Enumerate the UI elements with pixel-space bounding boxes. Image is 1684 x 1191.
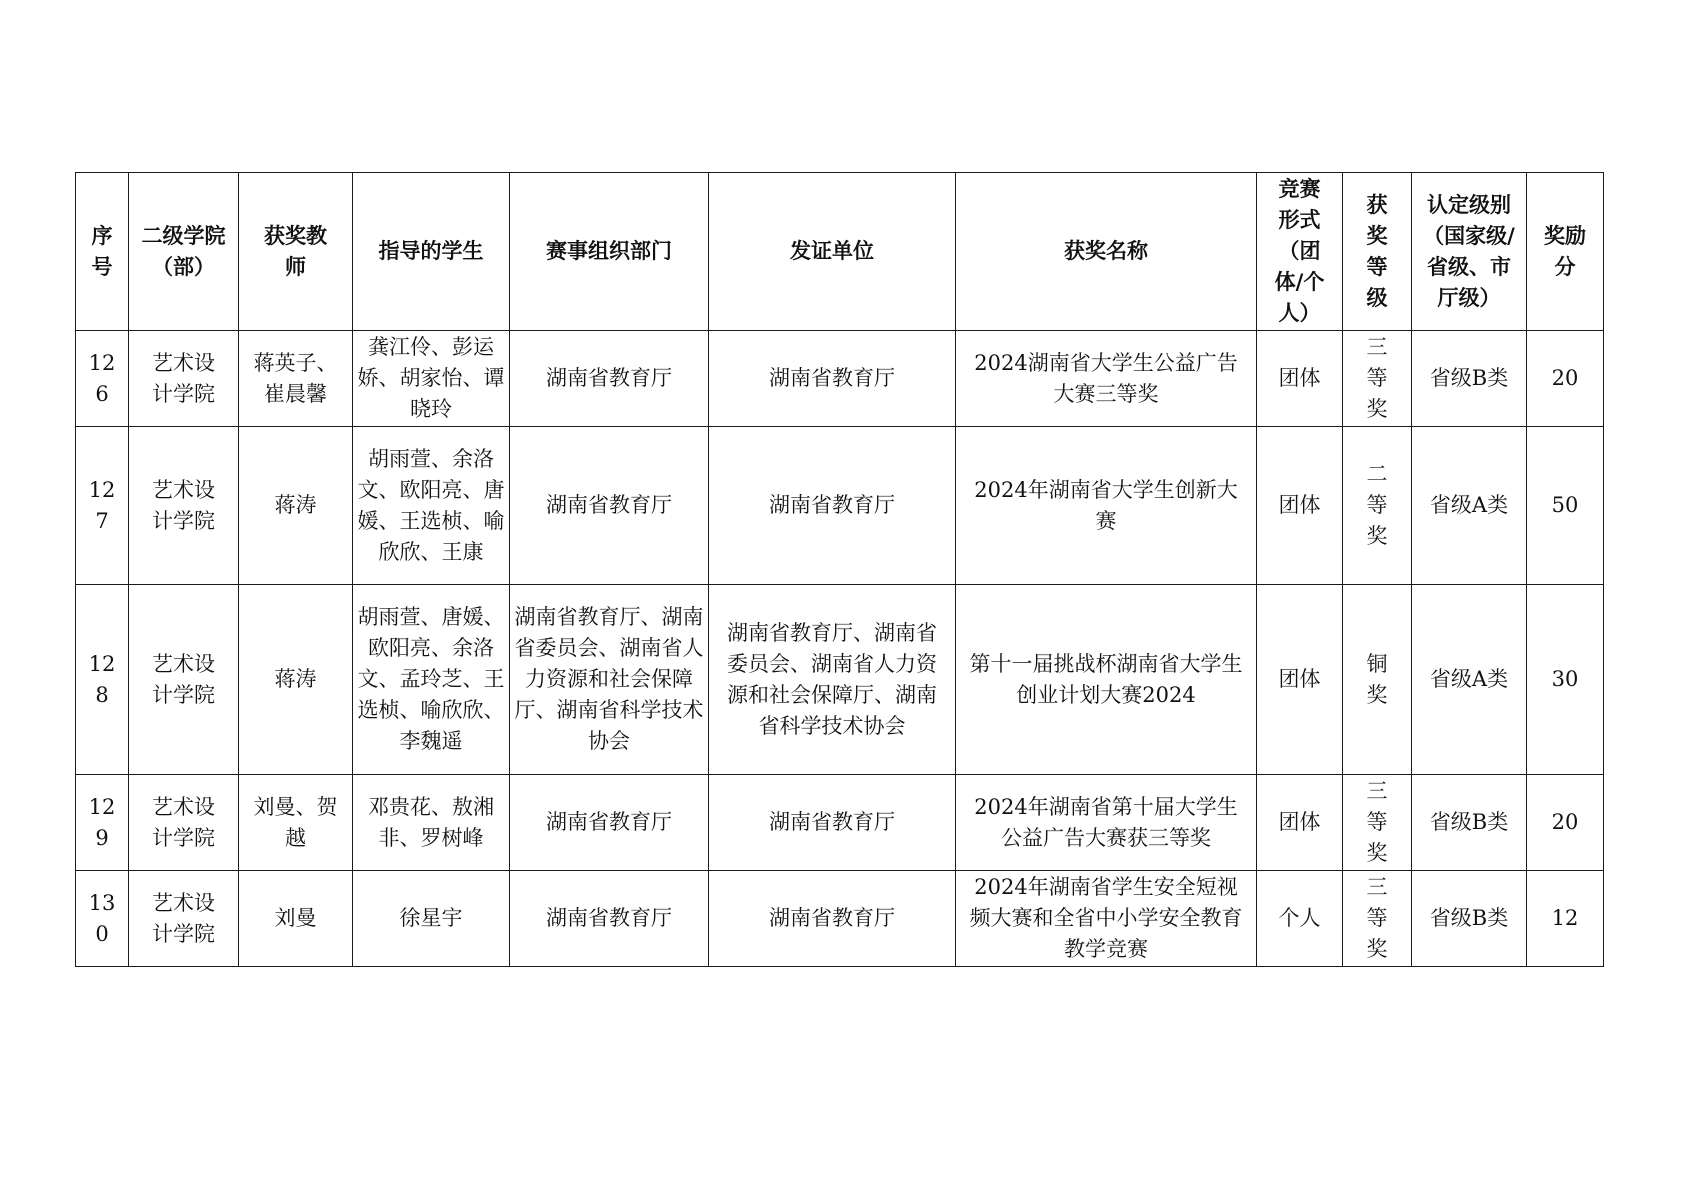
row-issuer: 湖南省教育厅 xyxy=(769,366,895,390)
header-teacher xyxy=(239,173,353,331)
header-form xyxy=(1257,173,1343,331)
row-college: 艺术设计学院 xyxy=(152,477,215,533)
header-no-label: 序号 xyxy=(91,223,113,279)
header-level xyxy=(1412,173,1527,331)
cell-teacher xyxy=(239,775,353,871)
header-no xyxy=(76,173,129,331)
cell-grade xyxy=(1343,331,1412,427)
cell-organizer xyxy=(510,427,709,585)
cell-points xyxy=(1527,427,1604,585)
row-organizer: 湖南省教育厅 xyxy=(546,366,672,390)
row-college: 艺术设计学院 xyxy=(152,651,215,707)
header-issuer xyxy=(709,173,956,331)
row-students: 徐星宇 xyxy=(399,906,463,930)
row-form: 团体 xyxy=(1278,493,1321,517)
header-grade-label: 获奖等级 xyxy=(1366,192,1388,310)
row-form: 团体 xyxy=(1278,667,1321,691)
row-teacher: 蒋涛 xyxy=(274,667,317,691)
header-organizer-label: 赛事组织部门 xyxy=(546,239,672,263)
header-award-name xyxy=(956,173,1257,331)
row-level: 省级B类 xyxy=(1429,810,1509,834)
cell-form xyxy=(1257,775,1343,871)
row-form: 团体 xyxy=(1278,810,1321,834)
cell-level xyxy=(1412,775,1527,871)
row-no: 130 xyxy=(88,890,116,946)
cell-no xyxy=(76,331,129,427)
cell-organizer xyxy=(510,775,709,871)
cell-form xyxy=(1257,427,1343,585)
cell-students xyxy=(353,331,510,427)
cell-college xyxy=(129,427,239,585)
row-level: 省级A类 xyxy=(1429,667,1509,691)
cell-award-name xyxy=(956,871,1257,967)
row-grade: 二等奖 xyxy=(1366,462,1388,548)
row-award-name: 第十一届挑战杯湖南省大学生创业计划大赛2024 xyxy=(969,651,1243,707)
row-teacher: 刘曼 xyxy=(274,906,317,930)
row-award-name: 2024年湖南省第十届大学生公益广告大赛获三等奖 xyxy=(974,794,1238,850)
row-organizer: 湖南省教育厅 xyxy=(546,906,672,930)
row-issuer: 湖南省教育厅 xyxy=(769,493,895,517)
cell-college xyxy=(129,775,239,871)
row-issuer: 湖南省教育厅 xyxy=(769,906,895,930)
cell-grade xyxy=(1343,775,1412,871)
row-points: 20 xyxy=(1551,810,1579,834)
table-row xyxy=(76,427,1604,585)
cell-issuer xyxy=(709,775,956,871)
cell-issuer xyxy=(709,871,956,967)
row-students: 胡雨萱、余洛文、欧阳亮、唐媛、王选桢、喻欣欣、王康 xyxy=(357,446,505,564)
header-students xyxy=(353,173,510,331)
cell-organizer xyxy=(510,331,709,427)
table-header-row xyxy=(76,173,1604,331)
row-students: 胡雨萱、唐媛、欧阳亮、余洛文、孟玲芝、王选桢、喻欣欣、李魏遥 xyxy=(357,605,505,753)
cell-form xyxy=(1257,585,1343,775)
cell-teacher xyxy=(239,871,353,967)
cell-teacher xyxy=(239,585,353,775)
cell-award-name xyxy=(956,331,1257,427)
row-level: 省级B类 xyxy=(1429,366,1509,390)
row-students: 龚江伶、彭运娇、胡家怡、谭晓玲 xyxy=(357,335,505,421)
row-points: 12 xyxy=(1551,906,1579,930)
cell-organizer xyxy=(510,871,709,967)
header-award-name-label: 获奖名称 xyxy=(1064,239,1148,263)
cell-award-name xyxy=(956,585,1257,775)
cell-students xyxy=(353,585,510,775)
table-row xyxy=(76,585,1604,775)
header-points-label: 奖励分 xyxy=(1544,223,1586,279)
cell-issuer xyxy=(709,427,956,585)
cell-students xyxy=(353,427,510,585)
header-college xyxy=(129,173,239,331)
row-issuer: 湖南省教育厅、湖南省委员会、湖南省人力资源和社会保障厅、湖南省科学技术协会 xyxy=(727,620,937,738)
table-row xyxy=(76,331,1604,427)
header-organizer xyxy=(510,173,709,331)
row-points: 30 xyxy=(1551,667,1579,691)
row-form: 团体 xyxy=(1278,366,1321,390)
table-row xyxy=(76,871,1604,967)
cell-college xyxy=(129,331,239,427)
cell-level xyxy=(1412,871,1527,967)
cell-teacher xyxy=(239,427,353,585)
row-grade: 三等奖 xyxy=(1366,779,1388,865)
header-level-label: 认定级别（国家级/省级、市厅级） xyxy=(1423,192,1515,310)
row-no: 128 xyxy=(88,651,116,707)
cell-college xyxy=(129,871,239,967)
cell-no xyxy=(76,585,129,775)
header-students-label: 指导的学生 xyxy=(378,239,484,263)
row-teacher: 蒋英子、崔晨馨 xyxy=(253,350,338,406)
row-organizer: 湖南省教育厅 xyxy=(546,810,672,834)
cell-no xyxy=(76,871,129,967)
row-award-name: 2024湖南省大学生公益广告大赛三等奖 xyxy=(974,350,1238,406)
cell-students xyxy=(353,871,510,967)
cell-college xyxy=(129,585,239,775)
row-points: 20 xyxy=(1551,366,1579,390)
cell-form xyxy=(1257,331,1343,427)
row-no: 129 xyxy=(88,794,116,850)
cell-points xyxy=(1527,585,1604,775)
cell-points xyxy=(1527,331,1604,427)
cell-form xyxy=(1257,871,1343,967)
cell-issuer xyxy=(709,585,956,775)
row-points: 50 xyxy=(1551,493,1579,517)
row-teacher: 蒋涛 xyxy=(274,493,317,517)
row-form: 个人 xyxy=(1278,906,1321,930)
row-issuer: 湖南省教育厅 xyxy=(769,810,895,834)
row-grade: 三等奖 xyxy=(1366,875,1388,961)
header-teacher-label: 获奖教师 xyxy=(264,223,327,279)
row-award-name: 2024年湖南省学生安全短视频大赛和全省中小学安全教育教学竞赛 xyxy=(969,875,1243,961)
row-grade: 三等奖 xyxy=(1366,335,1388,421)
header-points xyxy=(1527,173,1604,331)
cell-level xyxy=(1412,331,1527,427)
row-level: 省级A类 xyxy=(1429,493,1509,517)
cell-points xyxy=(1527,775,1604,871)
cell-no xyxy=(76,427,129,585)
row-college: 艺术设计学院 xyxy=(152,890,215,946)
cell-grade xyxy=(1343,585,1412,775)
row-college: 艺术设计学院 xyxy=(152,350,215,406)
table-row xyxy=(76,775,1604,871)
row-level: 省级B类 xyxy=(1429,906,1509,930)
row-teacher: 刘曼、贺越 xyxy=(253,794,338,850)
cell-no xyxy=(76,775,129,871)
cell-level xyxy=(1412,427,1527,585)
cell-grade xyxy=(1343,427,1412,585)
header-grade xyxy=(1343,173,1412,331)
header-form-label: 竞赛形式（团体/个人） xyxy=(1274,177,1325,325)
cell-grade xyxy=(1343,871,1412,967)
row-college: 艺术设计学院 xyxy=(152,794,215,850)
cell-points xyxy=(1527,871,1604,967)
cell-students xyxy=(353,775,510,871)
row-no: 127 xyxy=(88,477,116,533)
row-award-name: 2024年湖南省大学生创新大赛 xyxy=(974,477,1238,533)
cell-teacher xyxy=(239,331,353,427)
row-no: 126 xyxy=(88,350,116,406)
cell-award-name xyxy=(956,427,1257,585)
cell-level xyxy=(1412,585,1527,775)
cell-award-name xyxy=(956,775,1257,871)
row-organizer: 湖南省教育厅 xyxy=(546,493,672,517)
cell-organizer xyxy=(510,585,709,775)
row-grade: 铜奖 xyxy=(1366,651,1388,707)
cell-issuer xyxy=(709,331,956,427)
header-issuer-label: 发证单位 xyxy=(790,239,874,263)
row-organizer: 湖南省教育厅、湖南省委员会、湖南省人力资源和社会保障厅、湖南省科学技术协会 xyxy=(514,605,704,753)
row-students: 邓贵花、敖湘非、罗树峰 xyxy=(368,794,494,850)
award-table xyxy=(75,172,1604,967)
header-college-label: 二级学院（部） xyxy=(141,223,226,279)
